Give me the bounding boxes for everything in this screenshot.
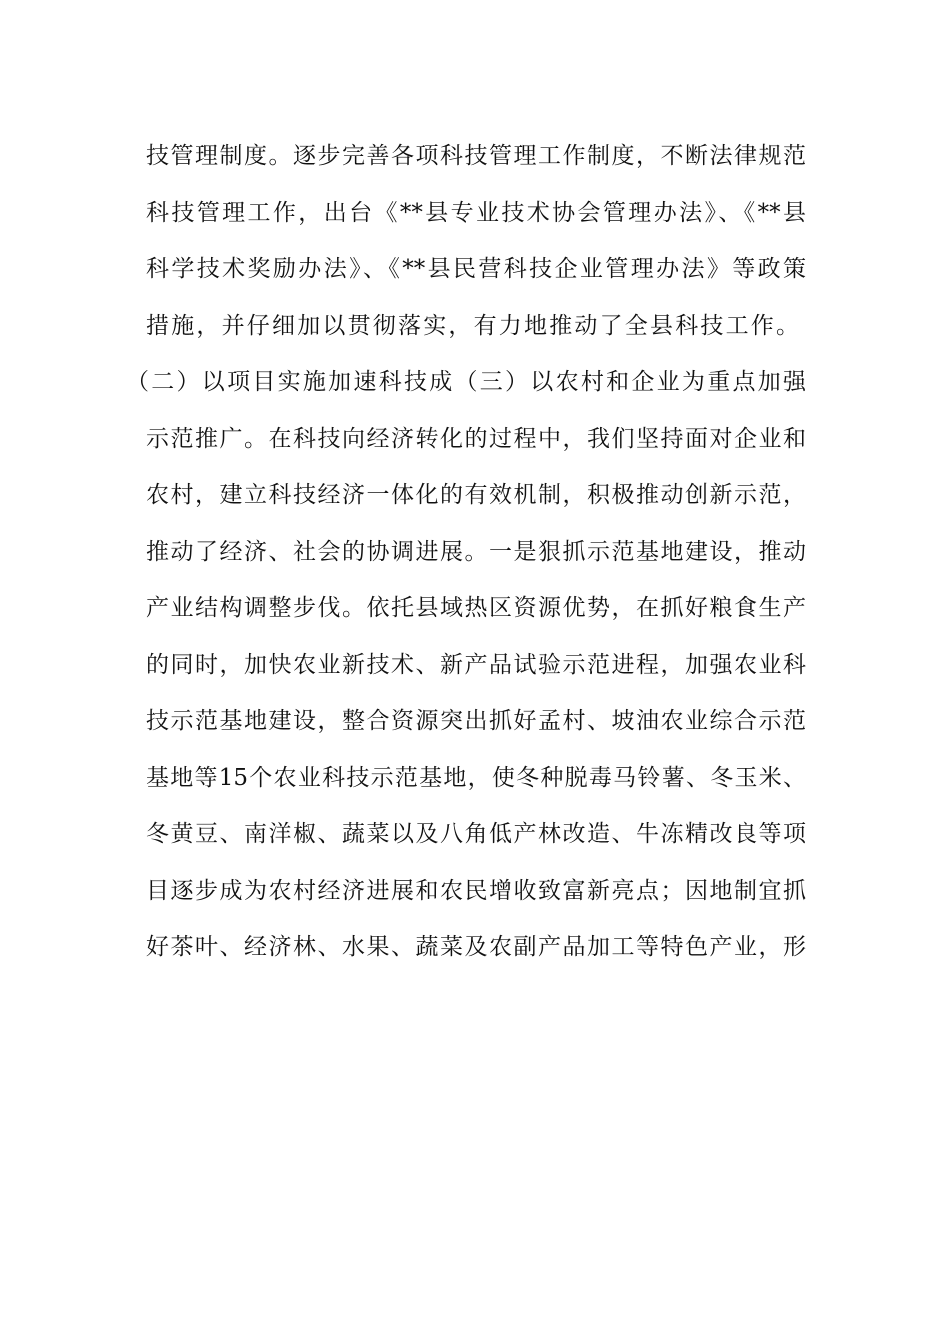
text-line: 的同时，加快农业新技术、新产品试验示范进程，加强农业科: [146, 651, 806, 678]
body-text: [126, 128, 806, 976]
text-line: 技管理制度。逐步完善各项科技管理工作制度，不断法律规范: [146, 143, 806, 169]
text-line: 基地等15个农业科技示范基地，使冬种脱毒马铃薯、冬玉米、: [146, 764, 806, 791]
text-line: 措施，并仔细加以贯彻落实，有力地推动了全县科技工作。: [146, 312, 802, 339]
text-line: 农村，建立科技经济一体化的有效机制，积极推动创新示范，: [146, 482, 806, 508]
text-line: （二）以项目实施加速科技成（三）以农村和企业为重点加强: [126, 369, 806, 395]
text-line: 冬黄豆、南洋椒、蔬菜以及八角低产林改造、牛冻精改良等项: [146, 821, 806, 847]
text-line: 科学技术奖励办法》、《**县民营科技企业管理办法》等政策: [146, 256, 806, 282]
text-line: 科技管理工作，出台《**县专业技术协会管理办法》、《**县: [146, 199, 806, 226]
text-line: 推动了经济、社会的协调进展。一是狠抓示范基地建设，推动: [146, 538, 806, 565]
text-line: 示范推广。在科技向经济转化的过程中，我们坚持面对企业和: [146, 425, 806, 452]
text-line: 目逐步成为农村经济进展和农民增收致富新亮点；因地制宜抓: [146, 877, 806, 904]
text-line: 技示范基地建设，整合资源突出抓好孟村、坡油农业综合示范: [146, 708, 806, 734]
text-line: 好茶叶、经济林、水果、蔬菜及农副产品加工等特色产业，形: [146, 934, 806, 960]
text-line: 产业结构调整步伐。依托县域热区资源优势，在抓好粮食生产: [146, 595, 806, 621]
